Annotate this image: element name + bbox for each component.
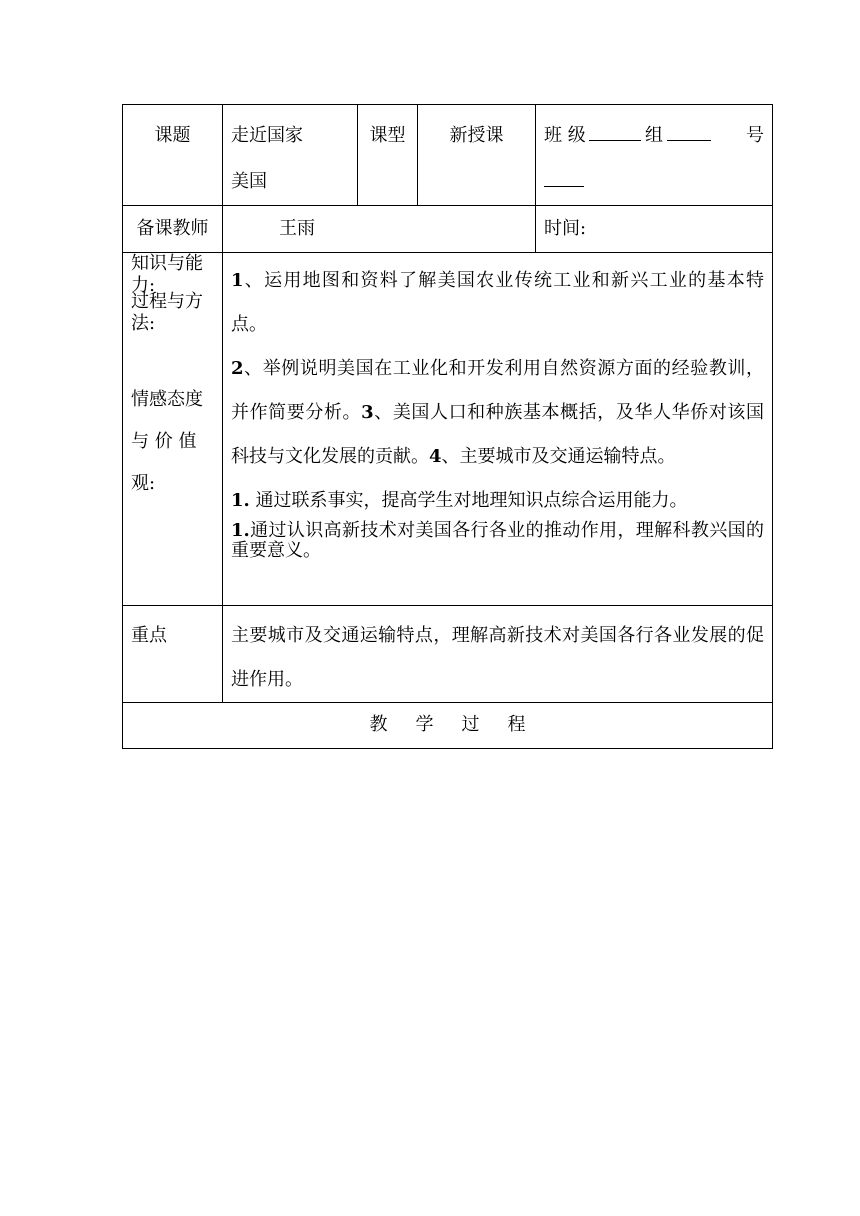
process-row [123, 703, 773, 749]
group-label: 组 [645, 125, 664, 146]
teacher-name-cell [223, 206, 536, 253]
objective-4-num: 4 [429, 446, 442, 467]
process-objective [231, 481, 764, 521]
number-label: 号 [745, 125, 764, 146]
knowledge-label-line2: 力: [131, 275, 156, 296]
process-label-line2: 法: [131, 313, 156, 334]
emotion-objective-text: 通过认识高新技术对美国各行各业的推动作用，理解科教兴国的重要意义。 [231, 520, 764, 561]
topic-value-line1: 走近国家 [231, 125, 303, 146]
objectives-row [123, 253, 773, 606]
emotion-label-line1: 情感态度 [131, 389, 203, 410]
objective-2-num: 2 [231, 358, 244, 379]
key-points-label: 重点 [131, 625, 167, 646]
emotion-label-line2: 与 价 值 [131, 431, 197, 452]
process-title: 教学过程 [369, 714, 554, 735]
objective-1-num: 1 [231, 270, 244, 291]
knowledge-label-line1: 知识与能 [131, 253, 203, 274]
objective-1-text: 、运用地图和资料了解美国农业传统工业和新兴工业的基本特点。 [231, 270, 764, 335]
objectives-content-cell [223, 253, 773, 606]
objective-4-text: 、主要城市及交通运输特点。 [441, 446, 676, 467]
process-label-line1: 过程与方 [131, 291, 203, 312]
emotion-label-line3: 观: [131, 473, 156, 494]
objective-2-4 [231, 347, 764, 479]
process-title-cell [123, 703, 773, 749]
class-info-cell [536, 105, 773, 206]
process-objective-num: 1. [231, 490, 250, 511]
objective-3-text: 、美国人口和种族基本概括，及华人华侨对该国科技与文化发展的贡献。 [231, 402, 765, 467]
class-blank [589, 118, 641, 141]
key-points-content-cell [223, 606, 773, 703]
topic-label: 课题 [154, 125, 191, 146]
emotion-objective-num: 1. [231, 520, 250, 541]
type-label: 课型 [369, 125, 406, 146]
class-label: 班 级 [544, 125, 586, 146]
key-points-row [123, 606, 773, 703]
type-value-cell [418, 105, 536, 206]
lesson-plan-table [122, 104, 773, 749]
time-label: 时间: [544, 218, 587, 239]
teacher-row [123, 206, 773, 253]
topic-value-cell [223, 105, 358, 206]
type-value: 新授课 [449, 125, 504, 146]
objectives-label-cell [123, 253, 223, 606]
time-cell [536, 206, 773, 253]
topic-label-cell [123, 105, 223, 206]
process-objective-text: 通过联系事实，提高学生对地理知识点综合运用能力。 [249, 490, 688, 511]
objective-1 [231, 259, 764, 347]
objective-2-text: 、举例说明美国在工业化和开发利用自然资源方面的经验教训，并作简要分析。 [231, 358, 764, 423]
teacher-name: 王雨 [279, 218, 315, 239]
type-label-cell [358, 105, 418, 206]
teacher-label-cell [123, 206, 223, 253]
number-blank [544, 164, 584, 187]
key-points-label-cell [123, 606, 223, 703]
objective-3-num: 3 [361, 402, 374, 423]
group-blank [667, 118, 711, 141]
teacher-label: 备课教师 [136, 218, 209, 239]
topic-value-line2: 美国 [231, 171, 267, 192]
header-row [123, 105, 773, 206]
key-points-text: 主要城市及交通运输特点，理解高新技术对美国各行各业发展的促进作用。 [231, 625, 764, 690]
emotion-objective [231, 521, 764, 561]
